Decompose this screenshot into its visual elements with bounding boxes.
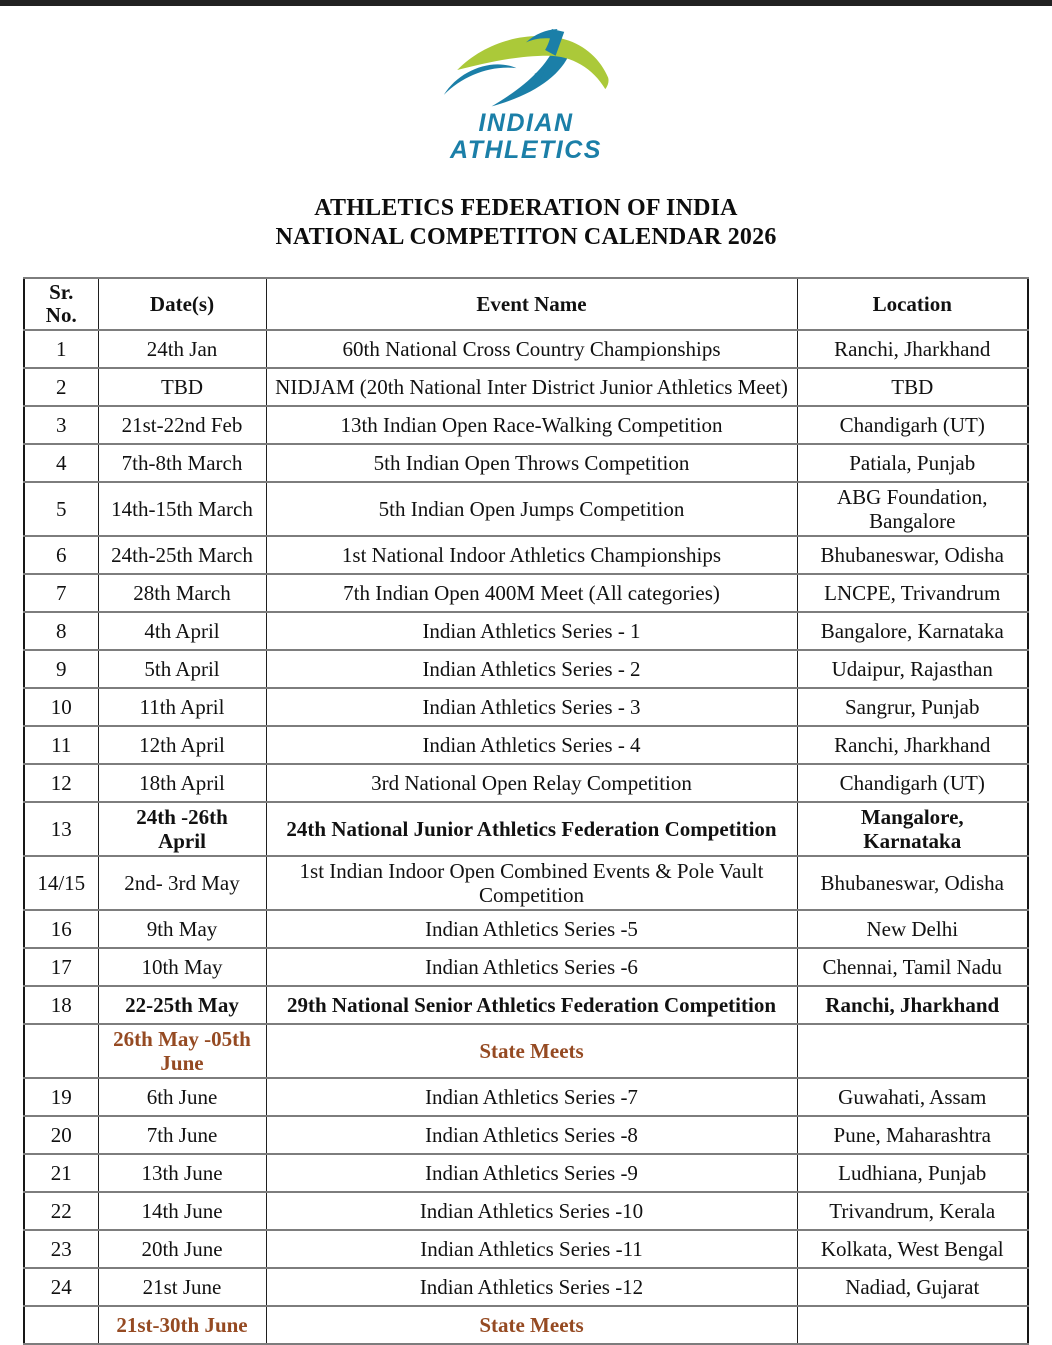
date-cell: 7th-8th March [98, 444, 266, 482]
event-cell: Indian Athletics Series -10 [266, 1192, 797, 1230]
event-cell: 1st Indian Indoor Open Combined Events & Pole Vault Competition [266, 856, 797, 910]
location-cell: Pune, Maharashtra [797, 1116, 1028, 1154]
page-title [0, 194, 1052, 252]
table-row [24, 856, 1028, 910]
table-row [24, 910, 1028, 948]
event-cell: Indian Athletics Series -5 [266, 910, 797, 948]
location-cell: Mangalore, Karnataka [797, 802, 1028, 856]
logo-word-athletics: ATHLETICS [450, 136, 602, 164]
table-row [24, 1192, 1028, 1230]
calendar-table-body [24, 330, 1028, 1344]
event-cell: 7th Indian Open 400M Meet (All categories) [266, 574, 797, 612]
sr-cell: 23 [24, 1230, 98, 1268]
event-cell: 60th National Cross Country Championships [266, 330, 797, 368]
header-dates: Date(s) [98, 278, 266, 330]
date-cell: 26th May -05th June [98, 1024, 266, 1078]
event-cell: Indian Athletics Series -9 [266, 1154, 797, 1192]
table-row [24, 330, 1028, 368]
table-row [24, 574, 1028, 612]
table-row [24, 948, 1028, 986]
date-cell: 14th June [98, 1192, 266, 1230]
sr-cell: 8 [24, 612, 98, 650]
sr-cell: 16 [24, 910, 98, 948]
location-cell: Ranchi, Jharkhand [797, 986, 1028, 1024]
date-cell: 24th-25th March [98, 536, 266, 574]
date-cell: 4th April [98, 612, 266, 650]
date-cell: 28th March [98, 574, 266, 612]
sr-cell: 17 [24, 948, 98, 986]
event-cell: 24th National Junior Athletics Federation Competition [266, 802, 797, 856]
sr-cell: 9 [24, 650, 98, 688]
location-cell: Bhubaneswar, Odisha [797, 536, 1028, 574]
event-cell: Indian Athletics Series - 3 [266, 688, 797, 726]
location-cell: Patiala, Punjab [797, 444, 1028, 482]
event-cell: 5th Indian Open Throws Competition [266, 444, 797, 482]
sr-cell: 2 [24, 368, 98, 406]
location-cell: Trivandrum, Kerala [797, 1192, 1028, 1230]
table-row [24, 536, 1028, 574]
table-row [24, 444, 1028, 482]
location-cell: Chandigarh (UT) [797, 764, 1028, 802]
header-sr-no: Sr. No. [24, 278, 98, 330]
table-row [24, 1116, 1028, 1154]
location-cell: Guwahati, Assam [797, 1078, 1028, 1116]
table-row [24, 1268, 1028, 1306]
location-cell: Ludhiana, Punjab [797, 1154, 1028, 1192]
location-cell [797, 1024, 1028, 1078]
indian-athletics-logo [0, 28, 1052, 164]
location-cell: Chandigarh (UT) [797, 406, 1028, 444]
sr-cell [24, 1024, 98, 1078]
sr-cell: 24 [24, 1268, 98, 1306]
table-row [24, 1078, 1028, 1116]
competition-calendar-table [23, 277, 1029, 1345]
table-row [24, 482, 1028, 536]
sr-cell: 18 [24, 986, 98, 1024]
date-cell: 24th Jan [98, 330, 266, 368]
page-title-line1: ATHLETICS FEDERATION OF INDIA [314, 195, 738, 221]
date-cell: 18th April [98, 764, 266, 802]
table-header [24, 278, 1028, 330]
date-cell: 24th -26th April [98, 802, 266, 856]
table-row [24, 986, 1028, 1024]
location-cell: Kolkata, West Bengal [797, 1230, 1028, 1268]
event-cell: 1st National Indoor Athletics Championships [266, 536, 797, 574]
sr-cell: 5 [24, 482, 98, 536]
page-title-line2: NATIONAL COMPETITON CALENDAR 2026 [275, 224, 777, 250]
event-cell: NIDJAM (20th National Inter District Junior Athletics Meet) [266, 368, 797, 406]
date-cell: 22-25th May [98, 986, 266, 1024]
sr-cell: 10 [24, 688, 98, 726]
date-cell: 21st June [98, 1268, 266, 1306]
event-cell: 13th Indian Open Race-Walking Competition [266, 406, 797, 444]
event-cell: Indian Athletics Series -6 [266, 948, 797, 986]
event-cell: Indian Athletics Series -8 [266, 1116, 797, 1154]
location-cell: Chennai, Tamil Nadu [797, 948, 1028, 986]
date-cell: 12th April [98, 726, 266, 764]
event-cell: Indian Athletics Series -7 [266, 1078, 797, 1116]
sr-cell: 6 [24, 536, 98, 574]
table-row [24, 688, 1028, 726]
location-cell: Bhubaneswar, Odisha [797, 856, 1028, 910]
sr-cell: 20 [24, 1116, 98, 1154]
table-row [24, 1154, 1028, 1192]
date-cell: 9th May [98, 910, 266, 948]
event-cell: 3rd National Open Relay Competition [266, 764, 797, 802]
sr-cell [24, 1306, 98, 1344]
location-cell: Nadiad, Gujarat [797, 1268, 1028, 1306]
table-row [24, 1306, 1028, 1344]
date-cell: 5th April [98, 650, 266, 688]
event-cell: 29th National Senior Athletics Federation Competition [266, 986, 797, 1024]
sr-cell: 4 [24, 444, 98, 482]
location-cell: Udaipur, Rajasthan [797, 650, 1028, 688]
table-row [24, 764, 1028, 802]
date-cell: 14th-15th March [98, 482, 266, 536]
location-cell: Ranchi, Jharkhand [797, 726, 1028, 764]
table-row [24, 406, 1028, 444]
event-cell: Indian Athletics Series -12 [266, 1268, 797, 1306]
sr-cell: 13 [24, 802, 98, 856]
table-row [24, 650, 1028, 688]
table-row [24, 802, 1028, 856]
location-cell: New Delhi [797, 910, 1028, 948]
table-row [24, 1024, 1028, 1078]
table-row [24, 726, 1028, 764]
location-cell: TBD [797, 368, 1028, 406]
table-row [24, 612, 1028, 650]
date-cell: 20th June [98, 1230, 266, 1268]
date-cell: TBD [98, 368, 266, 406]
sr-cell: 3 [24, 406, 98, 444]
runner-logo-icon [436, 28, 616, 114]
location-cell: Ranchi, Jharkhand [797, 330, 1028, 368]
table-header-row [24, 278, 1028, 330]
location-cell: ABG Foundation, Bangalore [797, 482, 1028, 536]
event-cell: Indian Athletics Series - 4 [266, 726, 797, 764]
event-cell: 5th Indian Open Jumps Competition [266, 482, 797, 536]
date-cell: 6th June [98, 1078, 266, 1116]
sr-cell: 7 [24, 574, 98, 612]
sr-cell: 21 [24, 1154, 98, 1192]
event-cell: State Meets [266, 1024, 797, 1078]
sr-cell: 19 [24, 1078, 98, 1116]
sr-cell: 12 [24, 764, 98, 802]
sr-cell: 1 [24, 330, 98, 368]
location-cell: Bangalore, Karnataka [797, 612, 1028, 650]
location-cell [797, 1306, 1028, 1344]
table-row [24, 1230, 1028, 1268]
date-cell: 21st-30th June [98, 1306, 266, 1344]
date-cell: 21st-22nd Feb [98, 406, 266, 444]
event-cell: State Meets [266, 1306, 797, 1344]
date-cell: 13th June [98, 1154, 266, 1192]
sr-cell: 11 [24, 726, 98, 764]
event-cell: Indian Athletics Series - 2 [266, 650, 797, 688]
logo-word-indian: INDIAN [478, 109, 574, 137]
event-cell: Indian Athletics Series -11 [266, 1230, 797, 1268]
date-cell: 2nd- 3rd May [98, 856, 266, 910]
sr-cell: 22 [24, 1192, 98, 1230]
event-cell: Indian Athletics Series - 1 [266, 612, 797, 650]
header-event-name: Event Name [266, 278, 797, 330]
header-location: Location [797, 278, 1028, 330]
table-row [24, 368, 1028, 406]
top-bar [0, 0, 1052, 6]
date-cell: 11th April [98, 688, 266, 726]
date-cell: 10th May [98, 948, 266, 986]
sr-cell: 14/15 [24, 856, 98, 910]
location-cell: LNCPE, Trivandrum [797, 574, 1028, 612]
date-cell: 7th June [98, 1116, 266, 1154]
location-cell: Sangrur, Punjab [797, 688, 1028, 726]
